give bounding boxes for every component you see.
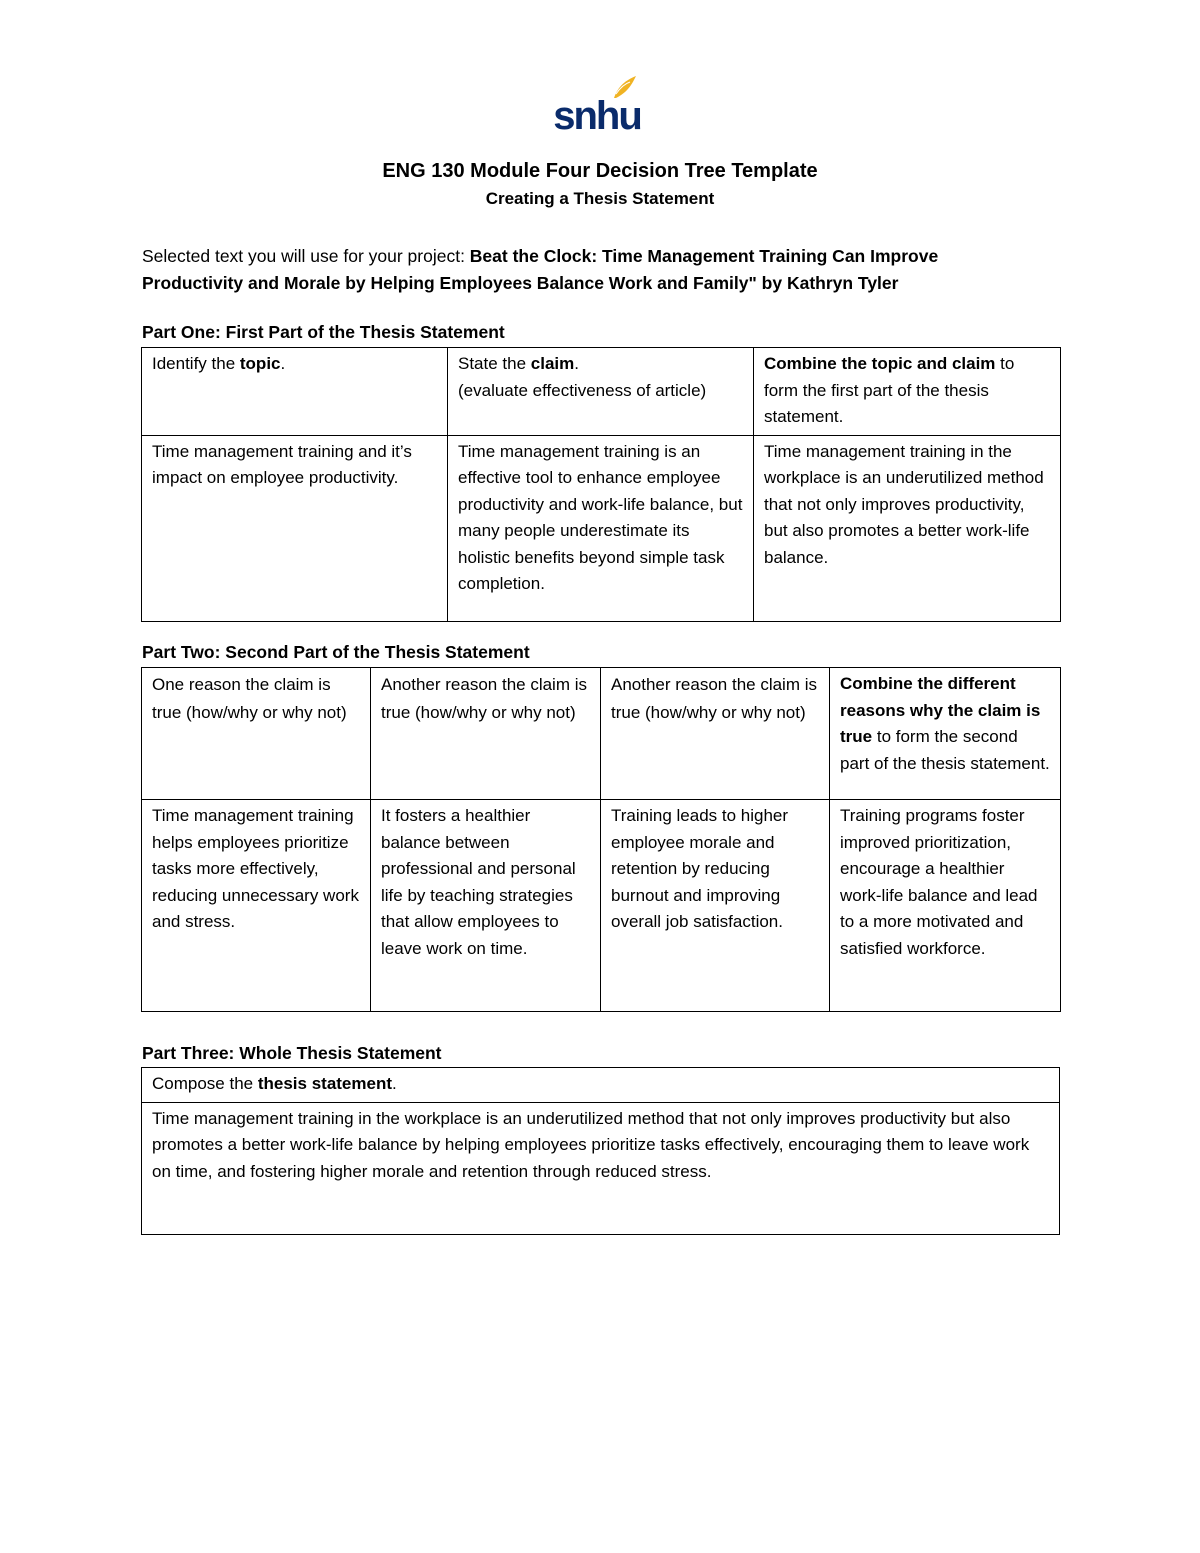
part-two-table <box>141 667 1061 1012</box>
table-header-cell: Combine the different reasons why the claim is true to form the second part of the thesis statement. <box>830 668 1061 800</box>
thesis-statement-answer: Time management training in the workplace is an underutilized method that not only improves productivity but also promotes a better work-life balance by helping employees prioritize tasks effectively, encouraging them to leave work on time, and fostering higher morale and retention through reduced stress. <box>142 1102 1060 1234</box>
table-cell: It fosters a healthier balance between professional and personal life by teaching strategies that allow employees to leave work on time. <box>371 800 601 1012</box>
table-header-cell: One reason the claim is true (how/why or why not) <box>142 668 371 800</box>
part-two-heading: Part Two: Second Part of the Thesis Statement <box>142 642 530 662</box>
table-row <box>142 1102 1060 1234</box>
table-header-cell: Identify the topic. <box>142 348 448 436</box>
table-cell: Time management training in the workplace is an underutilized method that not only improves productivity, but also promotes a better work-life balance. <box>754 435 1061 621</box>
table-header-cell: Combine the topic and claim to form the first part of the thesis statement. <box>754 348 1061 436</box>
table-row <box>142 800 1061 1012</box>
selected-text-prefix: Selected text you will use for your project: <box>142 246 470 266</box>
table-header-cell: Another reason the claim is true (how/why or why not) <box>601 668 830 800</box>
table-header-cell: Compose the thesis statement. <box>142 1068 1060 1103</box>
table-cell: Training leads to higher employee morale and retention by reducing burnout and improving overall job satisfaction. <box>601 800 830 1012</box>
part-one-table <box>141 347 1061 622</box>
page-title: ENG 130 Module Four Decision Tree Template <box>382 160 818 182</box>
selected-text-title: Beat the Clock: Time Management Training Can Improve Productivity and Morale by Helping Employees Balance Work and Family" by Kathryn Tyler <box>142 246 939 293</box>
snhu-logo-graphic <box>552 74 642 136</box>
part-three-heading: Part Three: Whole Thesis Statement <box>142 1043 442 1063</box>
part-one-heading: Part One: First Part of the Thesis Statement <box>142 322 505 342</box>
table-cell: Time management training and it’s impact on employee productivity. <box>142 435 448 621</box>
table-header-row <box>142 348 1061 436</box>
table-cell: Training programs foster improved prioritization, encourage a healthier work-life balance and lead to a more motivated and satisfied workforce. <box>830 800 1061 1012</box>
part-three-table <box>141 1067 1060 1235</box>
table-header-row <box>142 1068 1060 1103</box>
table-cell: Time management training helps employees prioritize tasks more effectively, reducing unnecessary work and stress. <box>142 800 371 1012</box>
table-cell: Time management training is an effective tool to enhance employee productivity and work-life balance, but many people underestimate its holistic benefits beyond simple task completion. <box>448 435 754 621</box>
page-subtitle: Creating a Thesis Statement <box>485 189 715 208</box>
table-header-row <box>142 668 1061 800</box>
table-row <box>142 435 1061 621</box>
svg-text:snhu: snhu <box>553 94 641 136</box>
selected-text-line <box>142 243 1042 297</box>
snhu-logo <box>552 74 642 136</box>
table-header-cell: Another reason the claim is true (how/why or why not) <box>371 668 601 800</box>
table-header-cell: State the claim. (evaluate effectiveness of article) <box>448 348 754 436</box>
